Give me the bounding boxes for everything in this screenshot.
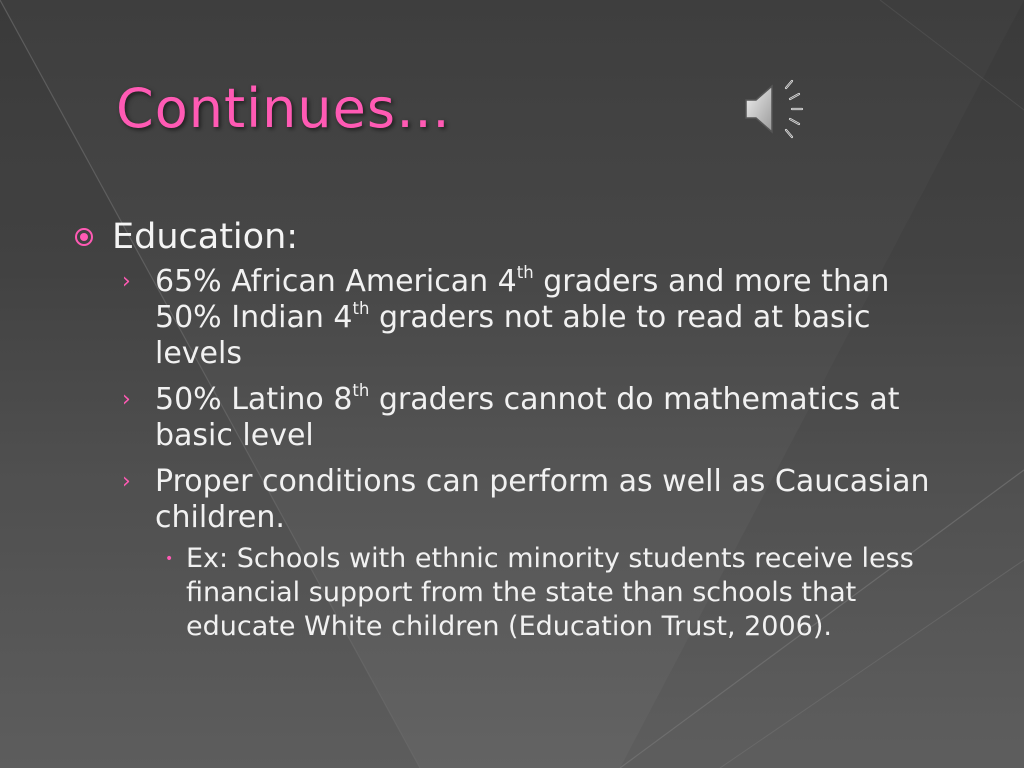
ring-bullet-icon [74,227,94,247]
sub-bullet-list [74,264,954,644]
slide-content [74,214,954,644]
bullet-education [74,214,954,260]
chevron-bullet-icon: › [122,387,131,412]
sub-bullet-reading: › 65% African American 4th graders and more than 50% Indian 4th graders not able to read at basic levels [122,262,890,371]
chevron-bullet-icon: › [122,469,131,494]
speaker-sound-icon[interactable] [742,78,808,140]
sub-sub-bullet-example: • Ex: Schools with ethnic minority students receive less financial support from the state than schools that educate White children (Education Trust, 2006). [165,543,914,642]
dot-bullet-icon: • [165,551,174,567]
chevron-bullet-icon: › [122,269,131,294]
education-heading: Education: [112,217,299,257]
sub-bullet-math: › 50% Latino 8th graders cannot do mathematics at basic level [122,380,900,453]
slide-title: Continues… [116,77,451,140]
sub-bullet-conditions: › Proper conditions can perform as well as Caucasian children. [122,464,930,535]
